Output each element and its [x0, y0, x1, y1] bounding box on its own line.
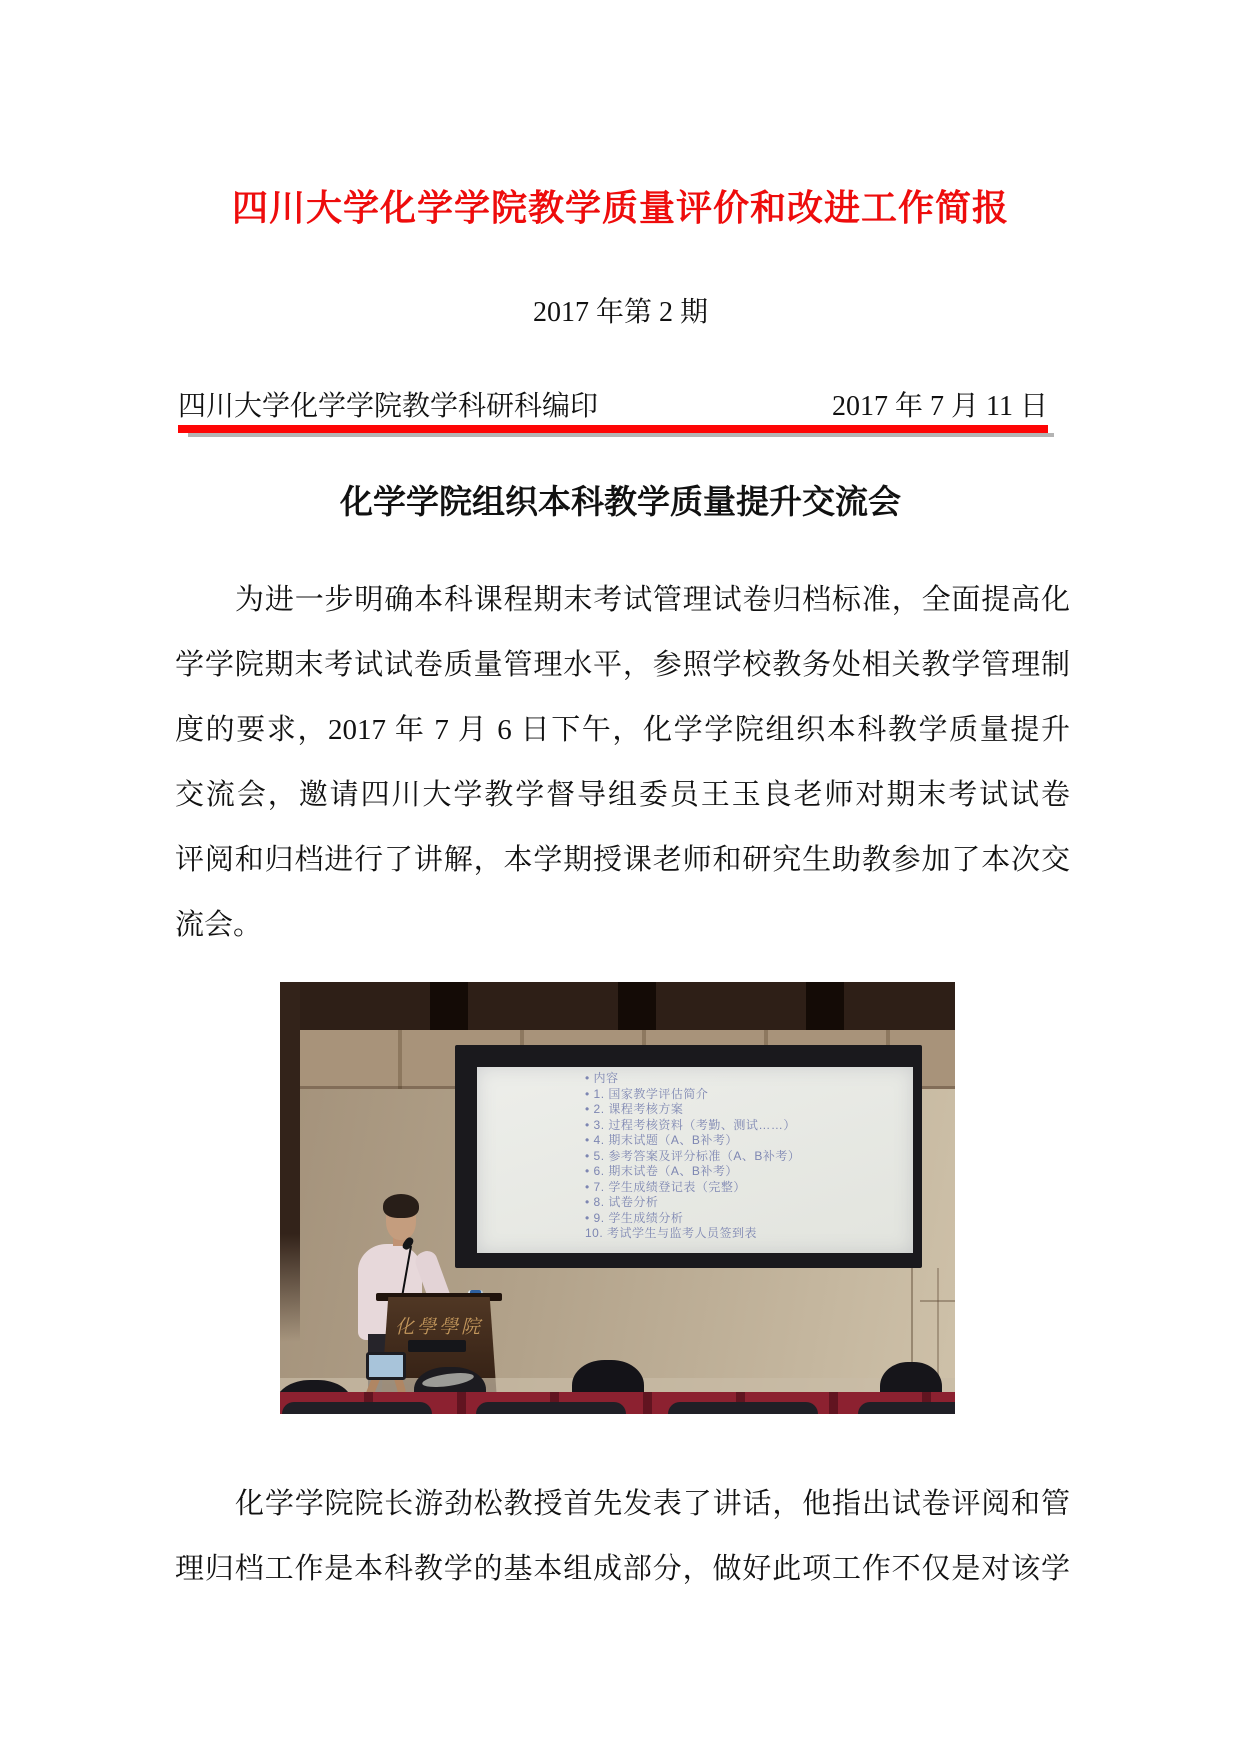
publisher-row — [178, 384, 1048, 424]
slide-text-line: • 8. 试卷分析 — [585, 1195, 659, 1209]
slide-content — [585, 1071, 905, 1249]
paragraph-1 — [175, 568, 1070, 958]
screen-surface — [477, 1067, 913, 1253]
slide-text-line: • 内容 — [585, 1071, 619, 1085]
publish-date: 2017 年 7 月 11 日 — [832, 391, 1048, 422]
text-line: 交流会，邀请四川大学教学督导组委员王玉良老师对期末考试试卷 — [175, 779, 1070, 811]
text-line: 度的要求，2017 年 7 月 6 日下午，化学学院组织本科教学质量提升 — [175, 714, 1070, 746]
slide-text-line: 10. 考试学生与监考人员签到表 — [585, 1226, 758, 1240]
slide-text-line: • 3. 过程考核资料（考勤、测试……） — [585, 1117, 796, 1132]
publisher-text: 四川大学化学学院教学科研科编印 — [178, 391, 599, 422]
podium-label: 化學學院 — [394, 1316, 483, 1338]
seat-back — [858, 1402, 955, 1414]
text-line: 学学院期末考试试卷质量管理水平，参照学校教务处相关教学管理制 — [175, 649, 1070, 681]
text-line: 流会。 — [175, 909, 263, 941]
phone — [366, 1352, 406, 1380]
wall-molding — [920, 1300, 955, 1302]
page-title: 四川大学化学学院教学质量评价和改进工作简报 — [231, 187, 1009, 228]
issue-number: 2017 年第 2 期 — [532, 297, 708, 328]
laptop — [408, 1340, 466, 1352]
paragraph-2 — [175, 1472, 1070, 1602]
seat-back — [668, 1402, 818, 1414]
slide-text-line: • 7. 学生成绩登记表（完整） — [585, 1179, 746, 1194]
text-line: 评阅和归档进行了讲解，本学期授课老师和研究生助教参加了本次交 — [175, 844, 1070, 876]
slide-text-line: • 5. 参考答案及评分标准（A、B补考） — [585, 1148, 801, 1163]
projection-screen — [455, 1045, 922, 1268]
text-line: 化学学院院长游劲松教授首先发表了讲话，他指出试卷评阅和管 — [235, 1488, 1070, 1520]
slide-text-line: • 4. 期末试题（A、B补考） — [585, 1133, 738, 1147]
seat-back — [476, 1402, 626, 1414]
speaker-head — [383, 1194, 419, 1218]
text-line: 理归档工作是本科教学的基本组成部分，做好此项工作不仅是对该学 — [175, 1553, 1070, 1585]
text-line: 为进一步明确本科课程期末考试管理试卷归档标准，全面提高化 — [235, 584, 1070, 616]
slide-text-line: • 2. 课程考核方案 — [585, 1102, 684, 1116]
wall-seam — [937, 1268, 939, 1388]
lecture-photo — [280, 982, 955, 1414]
left-pillar — [280, 982, 300, 1342]
seat-back — [282, 1402, 432, 1414]
slide-text-line: • 9. 学生成绩分析 — [585, 1210, 684, 1225]
ceiling — [280, 982, 955, 1030]
article-title: 化学学院组织本科教学质量提升交流会 — [340, 483, 901, 520]
cap — [421, 1370, 474, 1389]
red-divider — [178, 425, 1048, 433]
slide-text-line: • 6. 期末试卷（A、B补考） — [585, 1164, 738, 1178]
divider-shadow — [188, 433, 1054, 437]
slide-text-line: • 1. 国家教学评估简介 — [585, 1086, 709, 1101]
